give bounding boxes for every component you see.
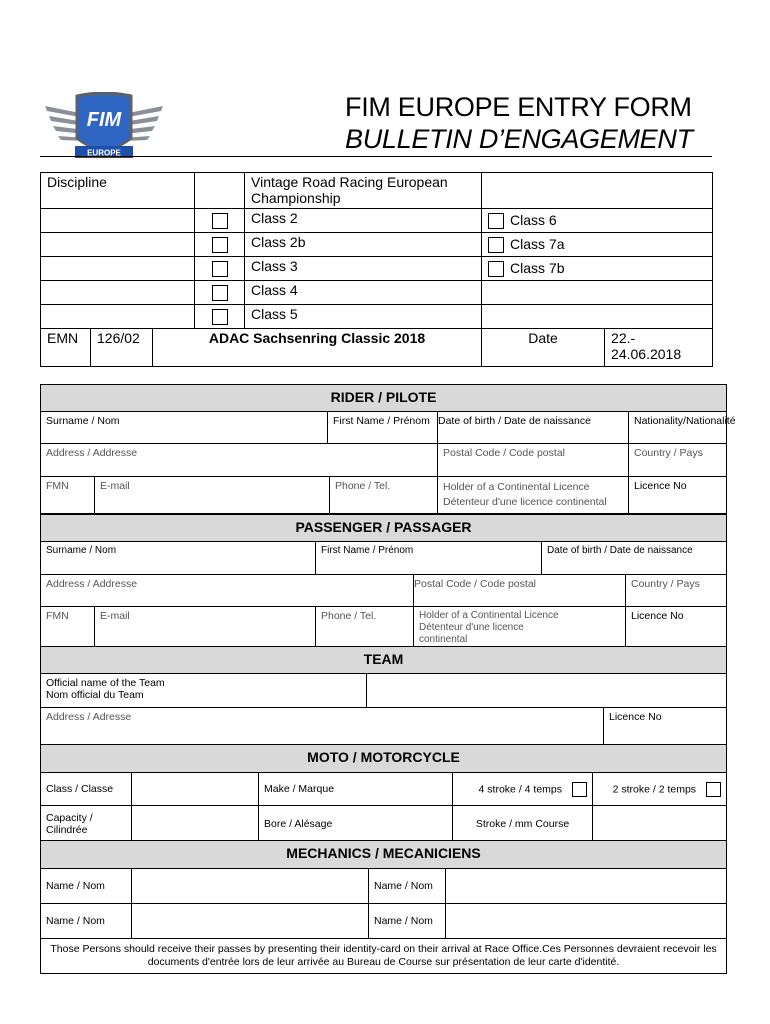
logo-text: FIM — [86, 109, 122, 131]
form-subtitle: BULLETIN D’ENGAGEMENT — [345, 124, 693, 154]
date-label: Date — [482, 329, 605, 367]
event-table — [40, 172, 713, 367]
passenger-surname-field[interactable]: Surname / Nom — [41, 542, 316, 575]
class-2-checkbox[interactable] — [212, 213, 228, 229]
mechanic-1-name-label: Name / Nom — [41, 869, 132, 904]
class-7a-label: Class 7a — [510, 235, 565, 252]
class-7b-label: Class 7b — [510, 259, 565, 276]
class-6-checkbox[interactable] — [488, 213, 504, 229]
team-section — [40, 646, 727, 745]
class-3-label: Class 3 — [245, 257, 482, 281]
mechanic-3-name-label: Name / Nom — [41, 904, 132, 939]
emn-label: EMN — [41, 329, 91, 367]
passenger-country-field[interactable]: Country / Pays — [626, 575, 727, 607]
rider-fmn-field[interactable]: FMN — [41, 477, 95, 514]
header-rule — [40, 156, 712, 157]
moto-section — [40, 744, 727, 842]
moto-class-field[interactable] — [132, 773, 259, 806]
mechanics-heading: MECHANICS / MECANICIENS — [41, 841, 727, 869]
two-stroke-label: 2 stroke / 2 temps — [612, 782, 697, 795]
passenger-section — [40, 514, 727, 650]
class-5-label: Class 5 — [245, 305, 482, 329]
logo-banner-text: EUROPE — [87, 148, 121, 158]
moto-class-label: Class / Classe — [41, 773, 132, 806]
passenger-heading: PASSENGER / PASSAGER — [41, 515, 727, 542]
moto-stroke-value-field[interactable] — [593, 806, 727, 842]
fim-europe-logo — [45, 92, 163, 160]
rider-postal-field[interactable]: Postal Code / Code postal — [438, 444, 629, 477]
team-licence-no-field[interactable]: Licence No — [604, 708, 727, 745]
mechanic-1-name-field[interactable] — [132, 869, 369, 904]
passenger-postal-field[interactable]: Postal Code / Code postal — [414, 575, 626, 607]
passenger-email-field[interactable]: E-mail — [95, 607, 316, 650]
discipline-label: Discipline — [41, 173, 195, 209]
rider-email-field[interactable]: E-mail — [95, 477, 330, 514]
rider-nationality-field[interactable]: Nationality/Nationalité — [629, 412, 727, 444]
moto-heading: MOTO / MOTORCYCLE — [41, 745, 727, 773]
rider-section — [40, 384, 736, 514]
team-heading: TEAM — [41, 647, 727, 674]
mechanic-2-name-field[interactable] — [446, 869, 727, 904]
four-stroke-label: 4 stroke / 4 temps — [478, 782, 562, 795]
mechanic-3-name-field[interactable] — [132, 904, 369, 939]
passenger-licence-no-field[interactable]: Licence No — [626, 607, 727, 650]
passenger-phone-field[interactable]: Phone / Tel. — [316, 607, 414, 650]
passenger-address-field[interactable]: Address / Addresse — [41, 575, 414, 607]
rider-heading: RIDER / PILOTE — [41, 385, 727, 412]
passenger-continental-licence-field[interactable]: Holder of a Continental Licence Détenteur d'une licence continental — [414, 607, 626, 650]
class-2b-label: Class 2b — [245, 233, 482, 257]
rider-dob-field[interactable]: Date of birth / Date de naissance — [438, 412, 629, 444]
championship-name: Vintage Road Racing European Championship — [245, 173, 482, 209]
class-3-checkbox[interactable] — [212, 261, 228, 277]
mechanic-2-name-label: Name / Nom — [369, 869, 446, 904]
moto-bore-field[interactable]: Bore / Alésage — [259, 806, 453, 842]
rider-country-field[interactable]: Country / Pays — [629, 444, 727, 477]
passenger-dob-field[interactable]: Date of birth / Date de naissance — [542, 542, 727, 575]
team-official-name-field[interactable] — [367, 674, 727, 708]
passenger-first-name-field[interactable]: First Name / Prénom — [316, 542, 542, 575]
footer-note: Those Persons should receive their passes by presenting their identity-card on their arrival at Race Office.Ces Personnes devraient recevoir les documents d'entrée lors de leur arrivée au Bureau de Course sur présentation de leur carte d'identité. — [41, 939, 727, 974]
event-name: ADAC Sachsenring Classic 2018 — [153, 329, 482, 367]
date-value: 22.- 24.06.2018 — [605, 329, 713, 367]
class-4-checkbox[interactable] — [212, 285, 228, 301]
rider-licence-no-field[interactable]: Licence No — [629, 477, 727, 514]
championship-right-cell — [482, 173, 713, 209]
class-7a-checkbox[interactable] — [488, 237, 504, 253]
rider-continental-licence-field[interactable]: Holder of a Continental Licence Détenteur d'une licence continental — [438, 477, 629, 514]
rider-address-field[interactable]: Address / Addresse — [41, 444, 438, 477]
class-2-label: Class 2 — [245, 209, 482, 233]
class-4-label: Class 4 — [245, 281, 482, 305]
moto-make-field[interactable]: Make / Marque — [259, 773, 453, 806]
class-6-label: Class 6 — [510, 211, 557, 228]
team-address-field[interactable]: Address / Adresse — [41, 708, 604, 745]
rider-first-name-field[interactable]: First Name / Prénom — [328, 412, 438, 444]
four-stroke-checkbox[interactable] — [572, 782, 587, 797]
class-2b-checkbox[interactable] — [212, 237, 228, 253]
mechanics-section — [40, 840, 727, 974]
mechanic-4-name-field[interactable] — [446, 904, 727, 939]
class-5-checkbox[interactable] — [212, 309, 228, 325]
two-stroke-checkbox[interactable] — [706, 782, 721, 797]
moto-capacity-label: Capacity / Cilindrée — [41, 806, 132, 842]
class-7b-checkbox[interactable] — [488, 261, 504, 277]
form-title: FIM EUROPE ENTRY FORM — [345, 92, 692, 122]
discipline-cell — [195, 173, 245, 209]
moto-capacity-field[interactable] — [132, 806, 259, 842]
moto-stroke-field[interactable]: Stroke / mm Course — [453, 806, 593, 842]
emn-value: 126/02 — [91, 329, 153, 367]
rider-phone-field[interactable]: Phone / Tel. — [330, 477, 438, 514]
passenger-fmn-field[interactable]: FMN — [41, 607, 95, 650]
rider-surname-field[interactable]: Surname / Nom — [41, 412, 328, 444]
mechanic-4-name-label: Name / Nom — [369, 904, 446, 939]
team-official-name-label: Official name of the Team Nom official du Team — [41, 674, 367, 708]
